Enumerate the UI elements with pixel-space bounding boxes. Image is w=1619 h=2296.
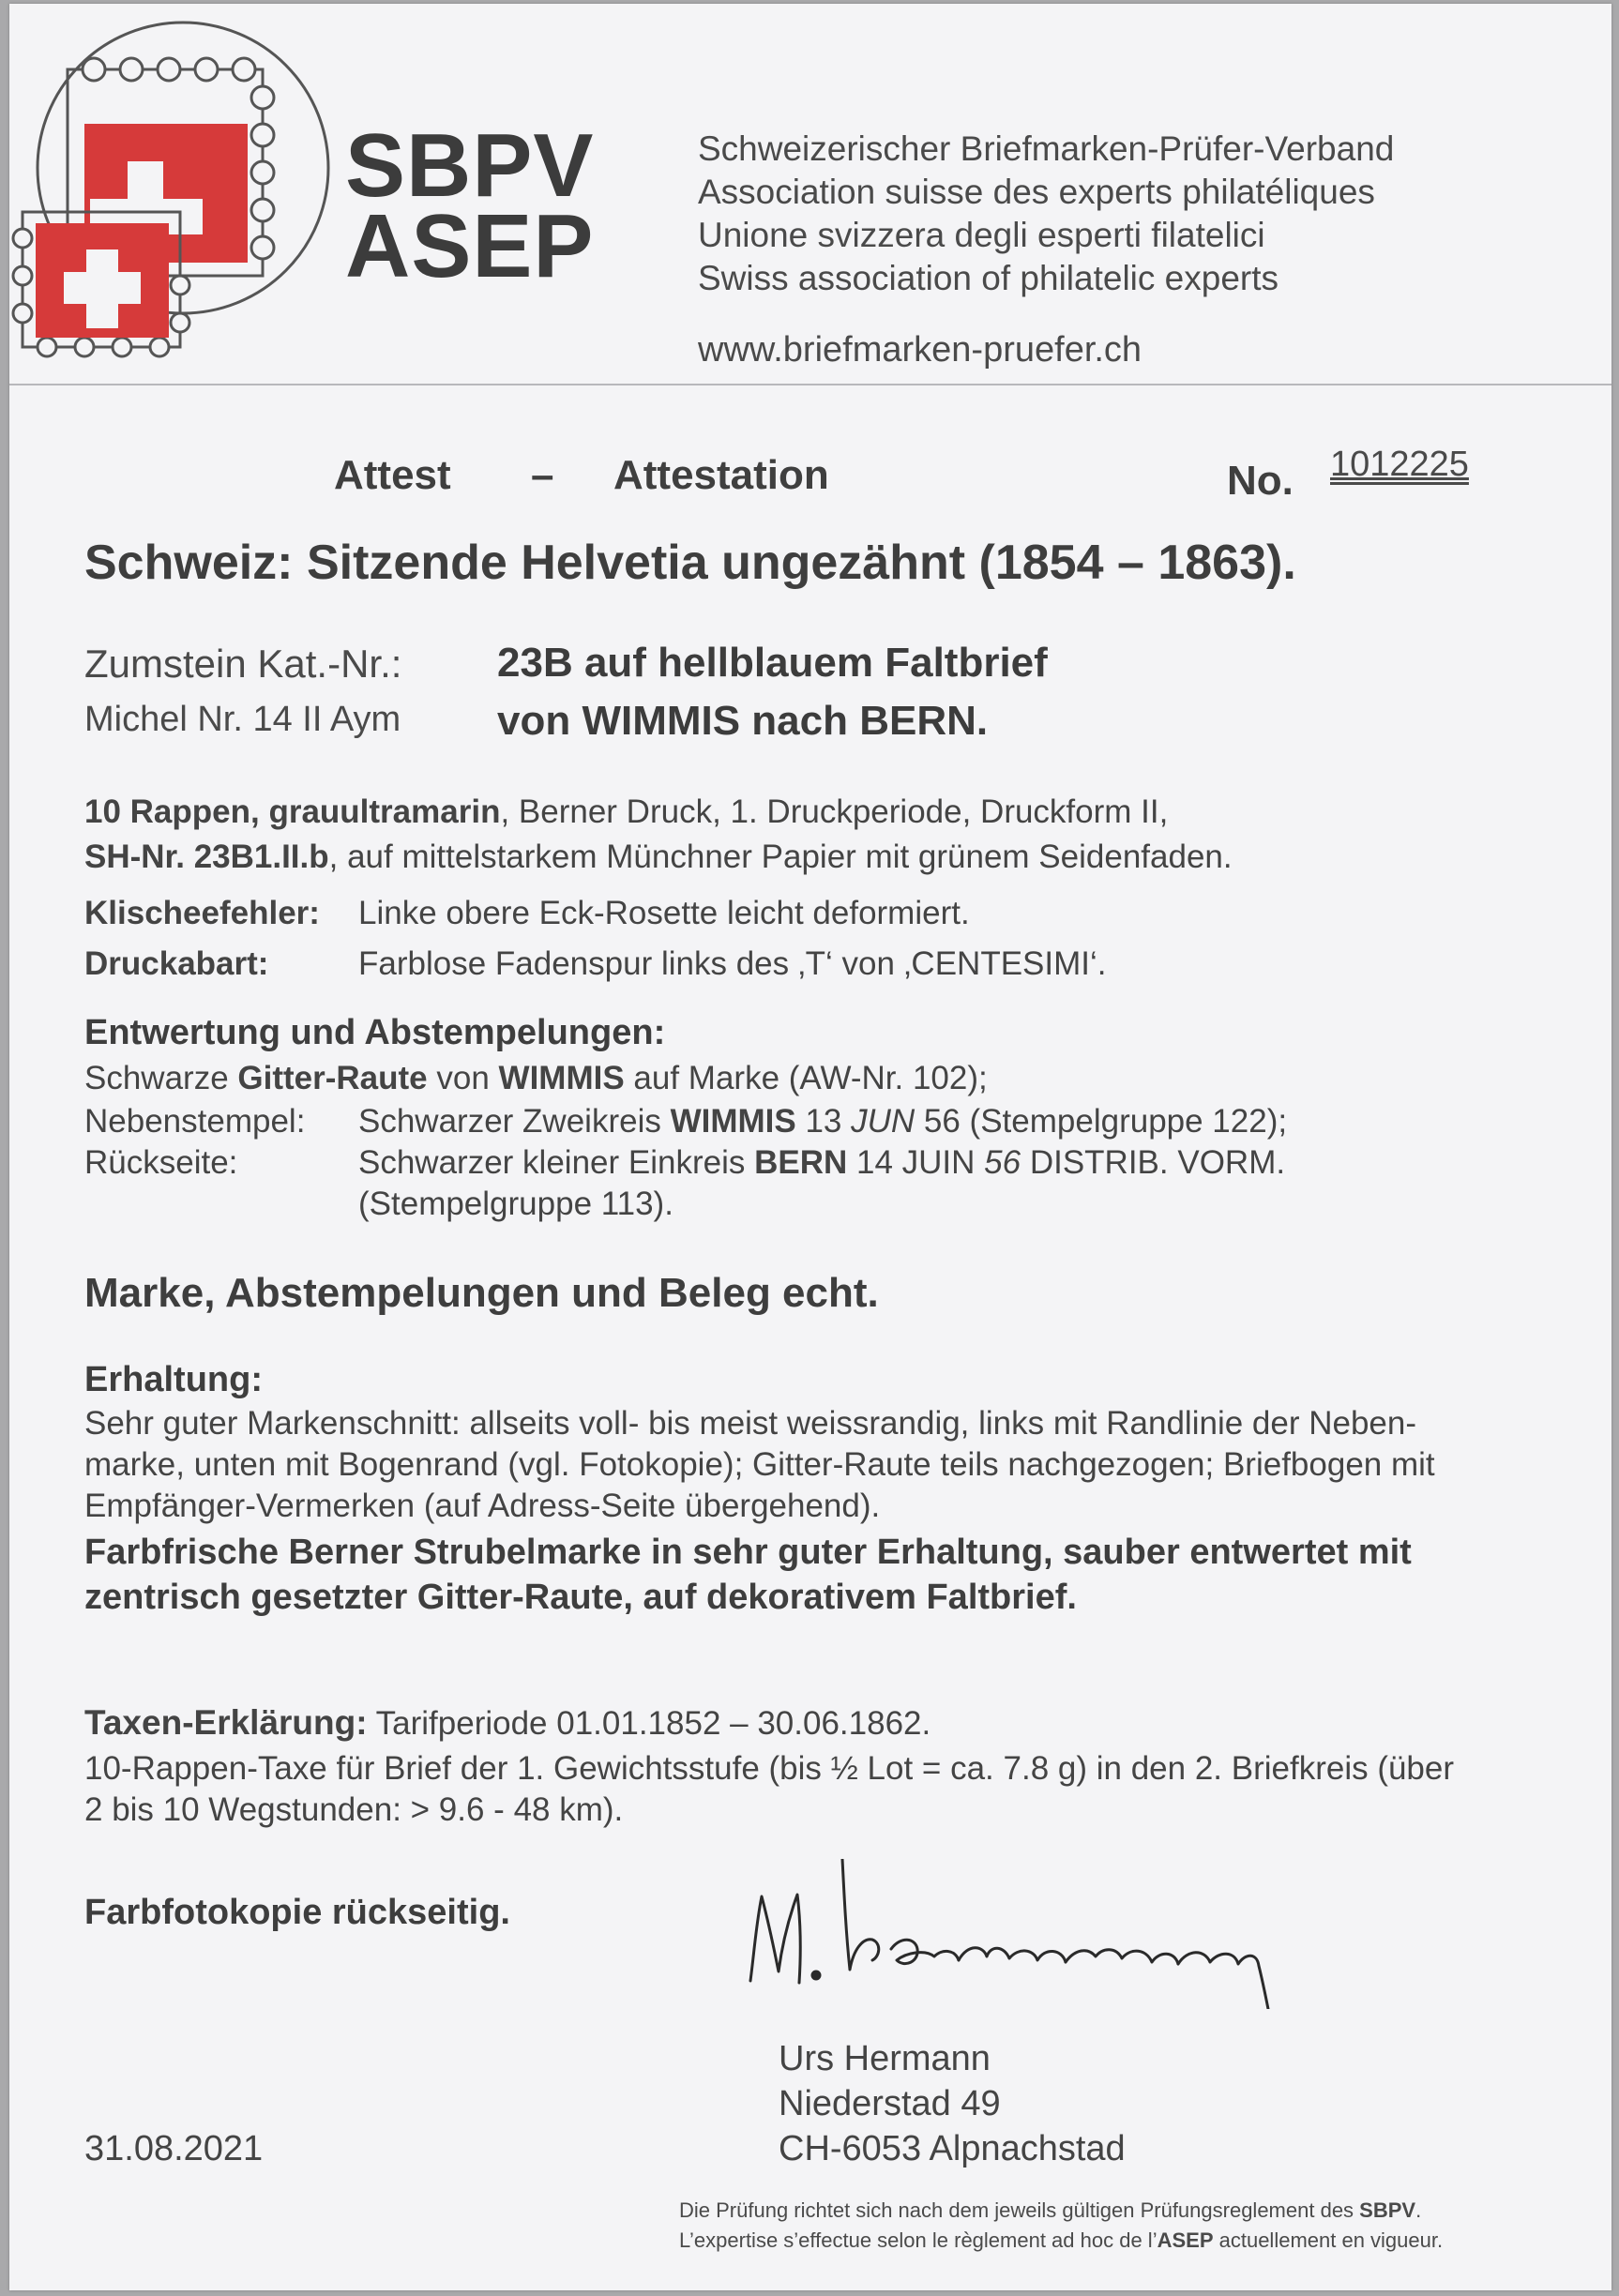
cancel-r1-b: Gitter-Raute	[237, 1060, 428, 1096]
assoc-it: Unione svizzera degli esperti filatelici	[698, 216, 1265, 254]
verdict: Marke, Abstempelungen und Beleg echt.	[84, 1270, 879, 1316]
paper-info: , auf mittelstarkem Münchner Papier mit grünem Seidenfaden.	[328, 838, 1233, 875]
attest-dash: –	[531, 452, 554, 498]
condition-heading: Erhaltung:	[84, 1360, 263, 1399]
zumstein-value: 23B auf hellblauem Faltbrief	[497, 640, 1048, 686]
attestation-label: Attestation	[613, 452, 829, 498]
cancellation-heading: Entwertung und Abstempelungen:	[84, 1013, 666, 1052]
footer-l1-a: Die Prüfung richtet sich nach dem jeweils gültigen Prüfungsreglement des	[679, 2198, 1360, 2222]
brand-line-1: SBPV	[345, 115, 595, 216]
cancel-r2-a: Schwarzer Zweikreis	[358, 1103, 671, 1140]
assoc-en: Swiss association of philatelic experts	[698, 259, 1279, 297]
attest-label: Attest	[334, 452, 451, 498]
footer-l1-b: SBPV	[1359, 2198, 1416, 2222]
handwritten-signature	[741, 1859, 1323, 2009]
condition-line-2: marke, unten mit Bogenrand (vgl. Fotokopie); Gitter-Raute teils nachgezogen; Briefbogen mit	[84, 1446, 1435, 1483]
condition-line-1: Sehr guter Markenschnitt: allseits voll- bis meist weissrandig, links mit Randlinie der Neben-	[84, 1405, 1417, 1442]
number-label: No.	[1227, 458, 1294, 504]
cancel-r2-d: JUN	[851, 1103, 915, 1140]
cancel-r3-a: Schwarzer kleiner Einkreis	[358, 1144, 755, 1181]
cancel-r2-b: WIMMIS	[670, 1103, 796, 1140]
footer-line-2	[679, 2228, 1443, 2253]
cancel-r1-d: WIMMIS	[498, 1060, 625, 1096]
signer-city: CH-6053 Alpnachstad	[779, 2129, 1126, 2168]
certificate-title: Schweiz: Sitzende Helvetia ungezähnt (1854 – 1863).	[84, 536, 1296, 590]
condition-summary-2: zentrisch gesetzter Gitter-Raute, auf dekorativem Faltbrief.	[84, 1578, 1077, 1617]
klischee-value: Linke obere Eck-Rosette leicht deformiert.	[358, 895, 970, 931]
sh-number: SH-Nr. 23B1.II.b	[84, 838, 329, 875]
condition-line-3: Empfänger-Vermerken (auf Adress-Seite übergehend).	[84, 1488, 881, 1524]
photocopy-note: Farbfotokopie rückseitig.	[84, 1893, 510, 1932]
signer-street: Niederstad 49	[779, 2084, 1001, 2123]
zumstein-label: Zumstein Kat.-Nr.:	[84, 642, 402, 686]
header-divider	[9, 384, 1611, 385]
cancel-row-1	[84, 1060, 988, 1097]
druck-value: Farblose Fadenspur links des ‚T‘ von ‚CENTESIMI‘.	[358, 945, 1107, 982]
description-line-1	[84, 793, 1168, 831]
tax-line	[84, 1703, 931, 1743]
footer-l2-c: actuellement en vigueur.	[1213, 2228, 1444, 2252]
description-line-2	[84, 838, 1233, 876]
denomination: 10 Rappen, grauultramarin	[84, 793, 501, 830]
tax-period: Tarifperiode 01.01.1852 – 30.06.1862.	[367, 1705, 931, 1742]
cancel-r3-e: DISTRIB. VORM.	[1021, 1144, 1286, 1181]
cancel-r1-c: von	[427, 1060, 499, 1096]
cancel-row-3	[358, 1144, 1285, 1182]
michel-label: Michel Nr. 14 II Aym	[84, 700, 401, 739]
website-url: www.briefmarken-pruefer.ch	[698, 330, 1142, 370]
rueckseite-label: Rückseite:	[84, 1144, 238, 1181]
cancel-r1-e: auf Marke (AW-Nr. 102);	[624, 1060, 988, 1096]
footer-l2-a: L’expertise s’effectue selon le règlement ad hoc de l’	[679, 2228, 1158, 2252]
certificate-number: 1012225	[1330, 445, 1469, 484]
cancel-r1-a: Schwarze	[84, 1060, 238, 1096]
michel-value: von WIMMIS nach BERN.	[497, 698, 989, 744]
cancel-r3-b: BERN	[754, 1144, 848, 1181]
cancel-row-4: (Stempelgruppe 113).	[358, 1186, 673, 1222]
klischee-label: Klischeefehler:	[84, 895, 320, 931]
certificate-page	[9, 4, 1611, 2290]
cancel-r3-c: 14 JUIN	[847, 1144, 985, 1181]
assoc-de: Schweizerischer Briefmarken-Prüfer-Verband	[698, 129, 1395, 168]
tax-line-2: 2 bis 10 Wegstunden: > 9.6 - 48 km).	[84, 1791, 624, 1828]
druck-label: Druckabart:	[84, 945, 269, 982]
cancel-r3-d: 56	[984, 1144, 1021, 1181]
tax-label: Taxen-Erklärung:	[84, 1703, 368, 1742]
nebenstempel-label: Nebenstempel:	[84, 1103, 306, 1140]
assoc-fr: Association suisse des experts philatéliques	[698, 173, 1375, 211]
condition-summary-1: Farbfrische Berner Strubelmarke in sehr guter Erhaltung, sauber entwertet mit	[84, 1533, 1412, 1572]
cancel-r2-c: 13	[795, 1103, 852, 1140]
footer-line-1	[679, 2198, 1421, 2223]
issue-date: 31.08.2021	[84, 2129, 264, 2168]
brand-line-2: ASEP	[345, 196, 595, 296]
brand-wordmark	[345, 115, 595, 296]
signer-name: Urs Hermann	[779, 2039, 991, 2078]
cancel-row-2	[358, 1103, 1287, 1140]
tax-line-1: 10-Rappen-Taxe für Brief der 1. Gewichtsstufe (bis ½ Lot = ca. 7.8 g) in den 2. Briefkreis (über	[84, 1750, 1455, 1787]
footer-l2-b: ASEP	[1157, 2228, 1214, 2252]
association-names	[698, 128, 1394, 300]
print-info: , Berner Druck, 1. Druckperiode, Druckform II,	[500, 793, 1169, 830]
sbpv-logo	[9, 4, 347, 360]
cancel-r2-e: 56 (Stempelgruppe 122);	[915, 1103, 1288, 1140]
footer-l1-c: .	[1415, 2198, 1422, 2222]
